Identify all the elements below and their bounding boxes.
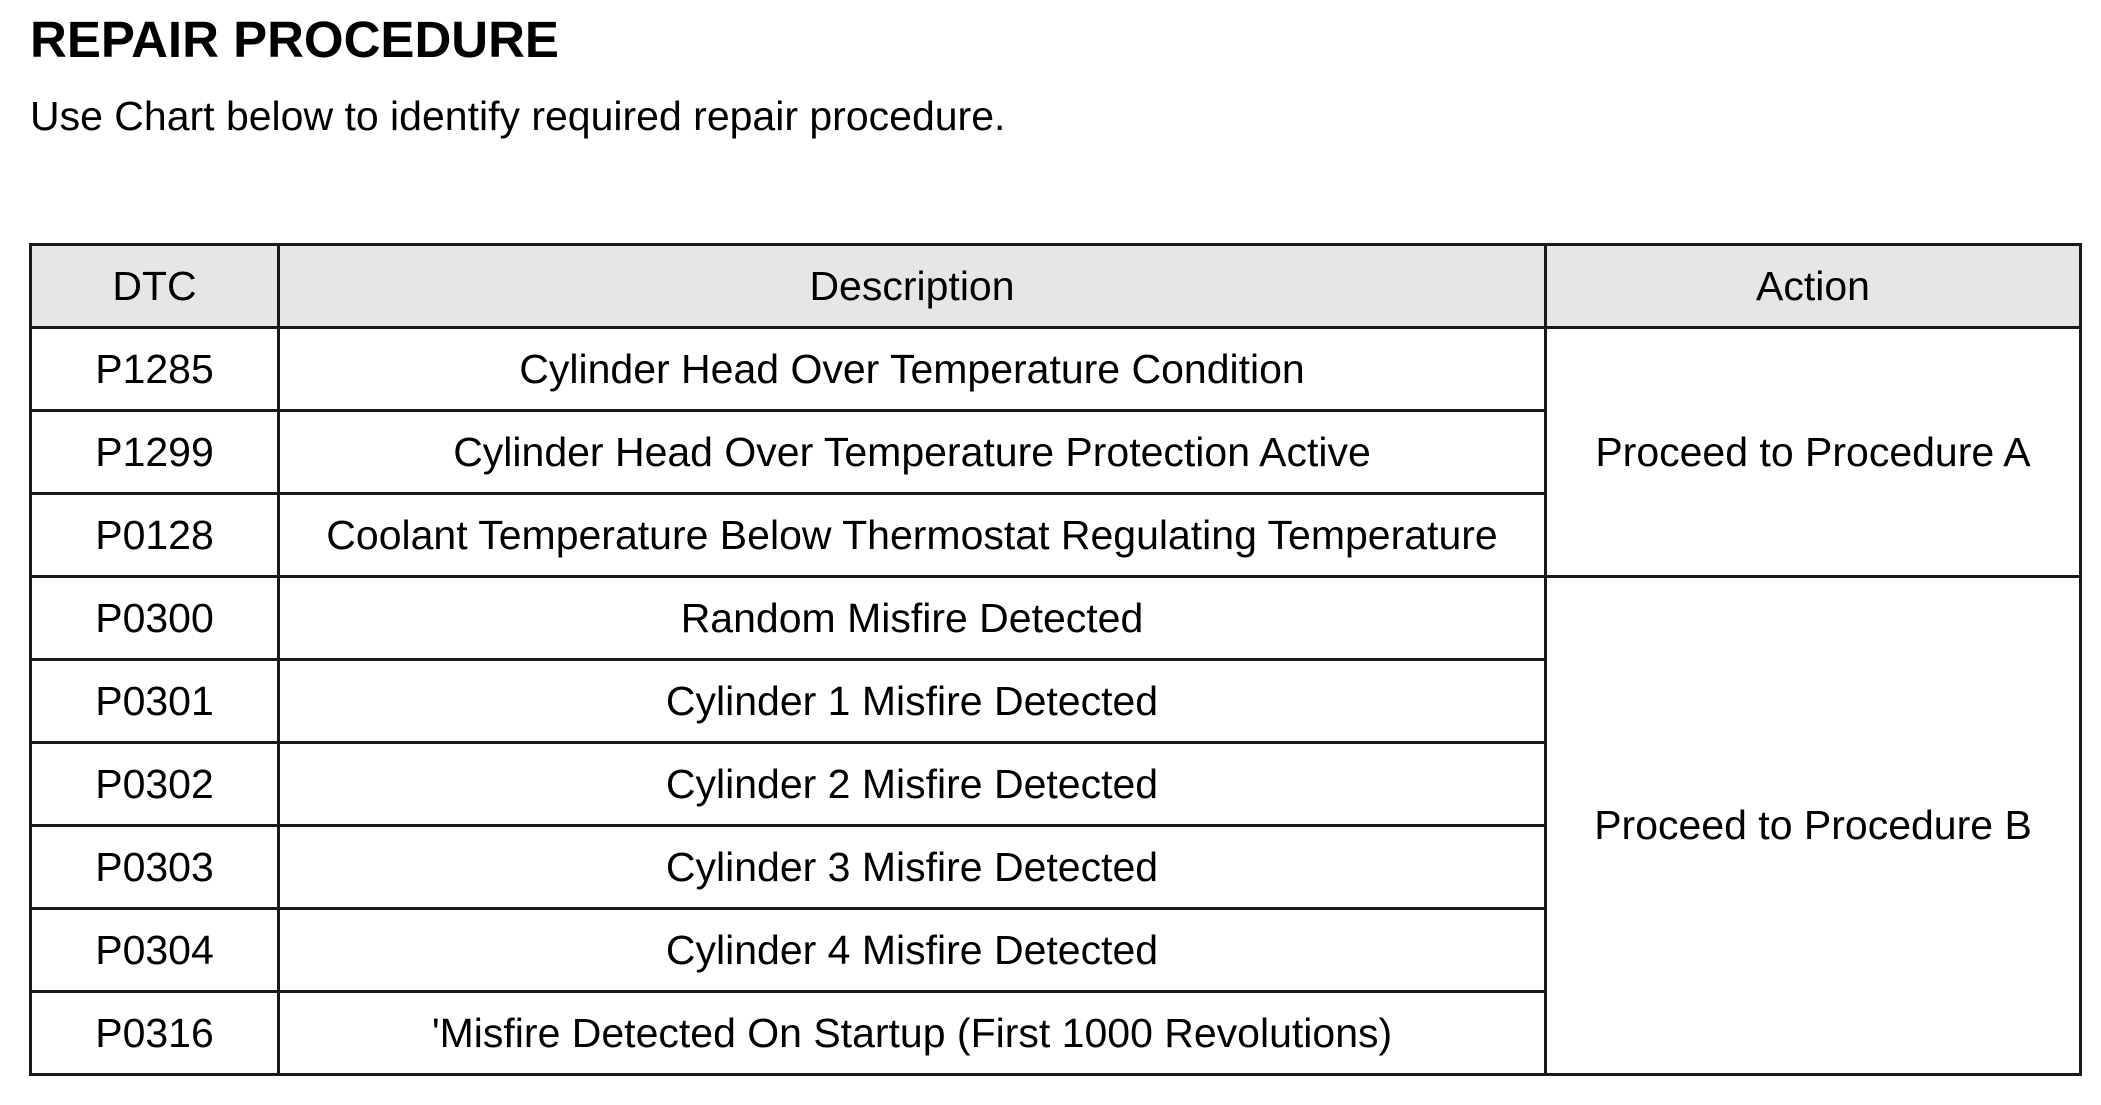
description-cell: Cylinder 3 Misfire Detected [279,826,1546,909]
header-action: Action [1546,245,2081,328]
action-cell-procedure-b: Proceed to Procedure B [1546,577,2081,1075]
description-cell: Cylinder Head Over Temperature Condition [279,328,1546,411]
table-row [31,328,2081,411]
dtc-cell: P1299 [31,411,279,494]
header-dtc: DTC [31,245,279,328]
dtc-cell: P0128 [31,494,279,577]
description-cell: Random Misfire Detected [279,577,1546,660]
description-cell: Cylinder 1 Misfire Detected [279,660,1546,743]
dtc-cell: P1285 [31,328,279,411]
dtc-cell: P0304 [31,909,279,992]
dtc-cell: P0301 [31,660,279,743]
dtc-cell: P0300 [31,577,279,660]
action-cell-procedure-a: Proceed to Procedure A [1546,328,2081,577]
dtc-cell: P0303 [31,826,279,909]
page-title: REPAIR PROCEDURE [30,11,559,68]
header-description: Description [279,245,1546,328]
dtc-cell: P0316 [31,992,279,1075]
description-cell: Coolant Temperature Below Thermostat Regulating Temperature [279,494,1546,577]
intro-text: Use Chart below to identify required repair procedure. [30,93,1006,139]
repair-procedure-table [29,243,2082,1076]
dtc-cell: P0302 [31,743,279,826]
description-cell: Cylinder 2 Misfire Detected [279,743,1546,826]
table-header-row [31,245,2081,328]
description-cell: 'Misfire Detected On Startup (First 1000 Revolutions) [279,992,1546,1075]
table-row [31,577,2081,660]
description-cell: Cylinder 4 Misfire Detected [279,909,1546,992]
description-cell: Cylinder Head Over Temperature Protection Active [279,411,1546,494]
